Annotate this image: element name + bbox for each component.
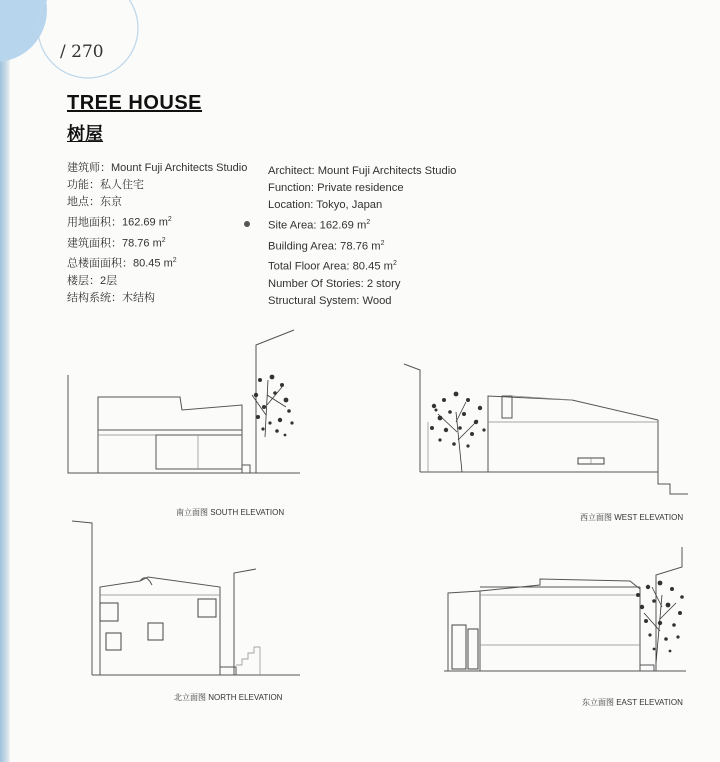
project-title-english: TREE HOUSE [67,92,203,114]
spec-function-cn: 功能：私人住宅 [67,179,144,191]
book-spine-strip [0,0,10,762]
spec-architect-en: Architect: Mount Fuji Architects Studio [268,165,457,177]
spec-floor-area-en: Total Floor Area: 80.45 $m^2$ [268,260,397,274]
north-elevation-drawing [60,515,305,690]
tree-illustration [438,402,478,472]
spec-function-en: Function: Private residence [268,182,404,194]
west-elevation-drawing [400,362,690,512]
spec-architect-cn: 建筑师：Mount Fuji Architects Studio [67,162,248,174]
spec-building-area-en: Building Area: 78.76 $m^2$ [268,239,385,253]
blue-outline-circle [38,0,138,78]
spec-stories-cn: 楼层：2层 [67,274,118,287]
tree-illustration [252,380,286,437]
spec-floor-area-cn: 总楼面面积：80.45 $m^2$ [67,257,177,270]
caption-south-elevation: 南立面图 SOUTH ELEVATION [176,508,285,517]
east-elevation-drawing [440,545,690,685]
spec-structure-cn: 结构系统：木结构 [67,291,155,304]
project-title-chinese: 树屋 [67,124,103,145]
south-elevation-drawing [60,325,305,485]
caption-east-elevation: 东立面图 EAST ELEVATION [582,698,683,707]
page-number: / 270 [60,42,104,62]
project-specs-chinese [67,160,247,307]
project-specs-english [268,163,456,310]
spec-site-area-en: Site Area: 162.69 $m^2$ [268,219,371,232]
spec-structure-en: Structural System: Wood [268,295,392,308]
caption-west-elevation: 西立面图 WEST ELEVATION [580,513,684,522]
spec-building-area-cn: 建筑面积：78.76 $m^2$ [67,236,166,250]
spec-stories-en: Number Of Stories: 2 story [268,278,401,291]
spec-location-en: Location: Tokyo, Japan [268,199,383,211]
spec-location-cn: 地点：东京 [67,196,122,208]
caption-north-elevation: 北立面图 NORTH ELEVATION [174,693,283,702]
blue-filled-circle [0,0,47,62]
smudge-dot [244,221,250,227]
spec-site-area-cn: 用地面积：162.69 $m^2$ [67,216,172,229]
